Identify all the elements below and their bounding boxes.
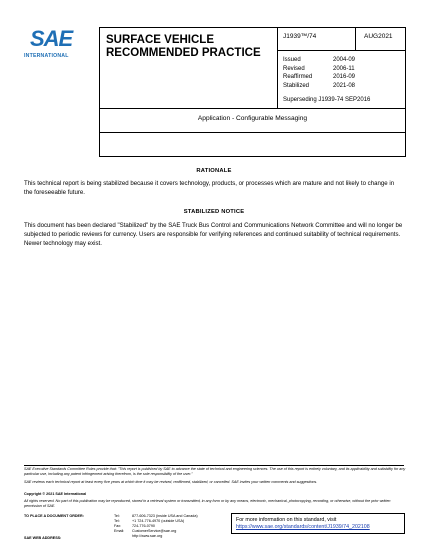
document-title: Application - Configurable Messaging (197, 115, 308, 122)
order-label: TO PLACE A DOCUMENT ORDER: (24, 514, 84, 518)
history-row (283, 82, 355, 91)
history-label: Reaffirmed (283, 74, 313, 80)
contact-key: Tel: (114, 514, 120, 518)
document-date: AUG2021 (364, 33, 393, 40)
stabilized-heading: STABILIZED NOTICE (183, 209, 245, 215)
history-label: Revised (283, 65, 305, 72)
footer-divider (24, 465, 404, 466)
contact-key: Email: (114, 529, 125, 533)
history-value: 2004-09 (333, 57, 356, 63)
document-number: J1939™/74 (283, 33, 317, 40)
history-value: 2006-11 (333, 65, 355, 72)
header-divider (99, 108, 406, 109)
footer-disclaimer: SAE Executive Standards Committee Rules provide that: "This report is published by SAE to advance the state of technical and engineering sciences. The use of this report is entirely voluntary, and its applicability and suitability for any particular use, including any patent infringement arising therefrom, is the sole responsibility of the user." (24, 467, 406, 476)
history-label: Stabilized (283, 82, 310, 89)
header-divider (99, 132, 406, 133)
more-info-box (231, 513, 405, 534)
contact-key (114, 534, 132, 539)
title-line-1: SURFACE VEHICLE (106, 34, 214, 46)
history-value: 2021-08 (333, 82, 356, 89)
history-label: Issued (283, 57, 301, 63)
sae-logo (24, 26, 86, 66)
contact-key: Fax: (114, 524, 122, 528)
footer-rights: All rights reserved. No part of this publication may be reproduced, stored in a retrieval system or transmitted, in any form or by any means, electronic, mechanical, photocopying, recording, or otherwise, without the prior written permission of SAE. (24, 499, 391, 508)
logo-subtext: INTERNATIONAL (24, 53, 69, 59)
rationale-text: This technical report is being stabilized because it covers technology, products, or processes which are mature and not likely to change in the foreseeable future. (24, 180, 395, 196)
history-row (283, 73, 355, 82)
document-type-title (106, 34, 261, 60)
header-divider (277, 50, 406, 51)
history-row (283, 56, 355, 65)
header-divider (355, 27, 356, 50)
history-value: 2016-09 (333, 74, 356, 80)
logo-mark: SAE (30, 26, 73, 51)
contact-key: Tel: (114, 519, 120, 523)
stabilized-text: This document has been declared "Stabilized" by the SAE Truck Bus Control and Communications Network Committee and will no longer be subjected to periodic reviews for currency. Users are responsible for verifying references and continued suitability of technical requirements. Newer technology may exist. (24, 222, 403, 247)
history-row (283, 65, 355, 74)
standard-url-link[interactable]: https://www.sae.org/standards/content/J1939/74_202108 (236, 524, 370, 530)
rationale-heading: RATIONALE (196, 168, 232, 174)
title-line-2: RECOMMENDED PRACTICE (106, 47, 261, 59)
header-divider (277, 27, 278, 109)
contact-website-link[interactable]: http://www.sae.org (132, 534, 163, 538)
contact-value: 877-606-7323 (inside USA and Canada) (132, 514, 198, 518)
footer-copyright: Copyright © 2021 SAE International (24, 492, 87, 496)
superseding-note: Superseding J1939-74 SEP2016 (283, 97, 371, 103)
contact-value: +1 724-776-4970 (outside USA) (132, 519, 185, 523)
more-info-text: For more information on this standard, visit (236, 517, 337, 523)
web-address-label: SAE WEB ADDRESS: (24, 536, 62, 540)
footer-review-note: SAE reviews each technical report at least every five years at which time it may be revised, reaffirmed, stabilized, or cancelled. SAE invites your written comments and suggestions. (24, 480, 318, 484)
revision-history (283, 56, 355, 90)
contact-email-link[interactable]: CustomerService@sae.org (132, 529, 177, 533)
contact-value: 724-776-0790 (132, 524, 155, 528)
